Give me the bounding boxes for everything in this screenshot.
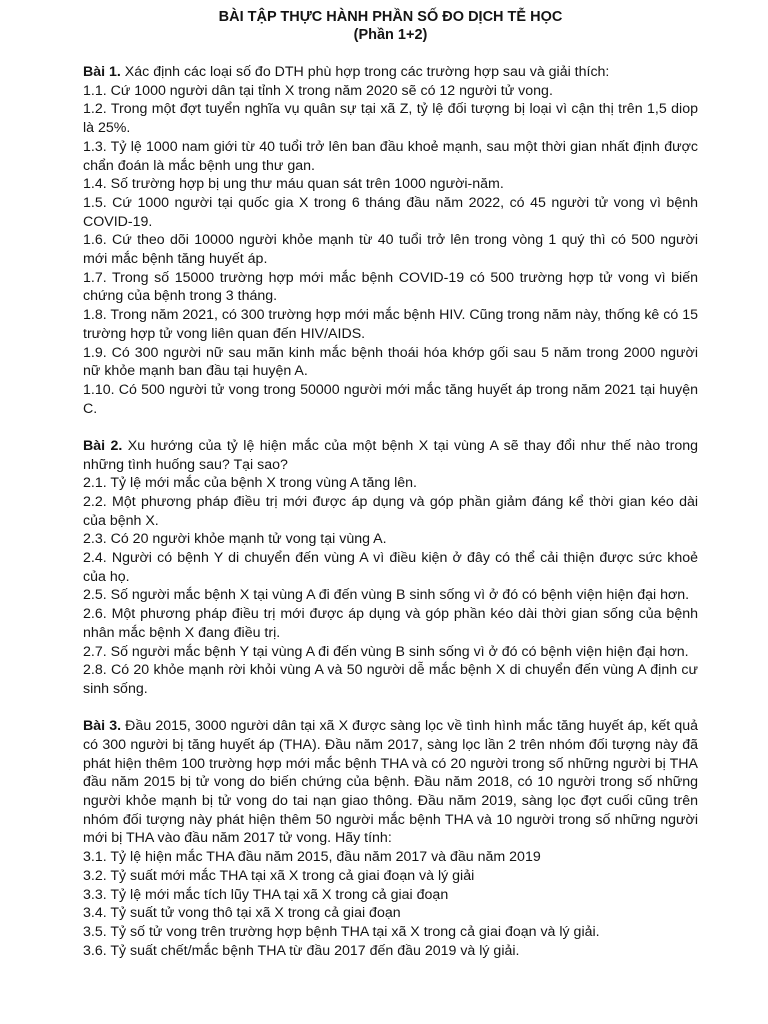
exercise-1-prompt [83,63,698,82]
list-item: 2.8. Có 20 khỏe mạnh rời khỏi vùng A và 50 người dễ mắc bệnh X di chuyển đến vùng A định cư sinh sống. [83,662,698,697]
list-item: 3.4. Tỷ suất tử vong thô tại xã X trong cả giai đoạn [83,905,401,922]
list-item: 1.7. Trong số 15000 trường hợp mới mắc bệnh COVID-19 có 500 trường hợp tử vong vì biến chứng của bệnh trong 3 tháng. [83,269,698,305]
exercise-3 [83,717,698,960]
document-title: BÀI TẬP THỰC HÀNH PHẦN SỐ ĐO DỊCH TỄ HỌC [218,9,563,25]
exercise-2-label: Bài 2. [83,437,123,454]
list-item: 1.9. Có 300 người nữ sau mãn kinh mắc bệnh thoái hóa khớp gối sau 5 năm trong 2000 người nữ khỏe mạnh ban đầu tại huyện A. [83,344,698,380]
list-item: 3.3. Tỷ lệ mới mắc tích lũy THA tại xã X trong cả giai đoạn [83,886,449,903]
list-item: 2.7. Số người mắc bệnh Y tại vùng A đi đến vùng B sinh sống vì ở đó có bệnh viện hiện đại hơn. [83,643,689,660]
exercise-2-prompt [83,437,698,474]
list-item: 3.2. Tỷ suất mới mắc THA tại xã X trong cả giai đoạn và lý giải [83,867,475,884]
list-item: 2.6. Một phương pháp điều trị mới được áp dụng và góp phần kéo dài thời gian sống của bệnh nhân mắc bệnh X đang điều trị. [83,606,698,641]
exercise-2-intro: Xu hướng của tỷ lệ hiện mắc của một bệnh X tại vùng A sẽ thay đổi như thế nào trong những tình huống sau? Tại sao? [83,437,698,473]
list-item: 2.1. Tỷ lệ mới mắc của bệnh X trong vùng A tăng lên. [83,475,417,492]
list-item: 2.4. Người có bệnh Y di chuyển đến vùng A vì điều kiện ở đây có thể cải thiện được sức khoẻ của họ. [83,550,698,585]
list-item: 3.5. Tỷ số tử vong trên trường hợp bệnh THA tại xã X trong cả giai đoạn và lý giải. [83,923,600,940]
exercise-1-label: Bài 1. [83,64,121,80]
document-subtitle: (Phần 1+2) [353,27,428,43]
exercise-3-prompt [83,717,698,848]
list-item: 1.5. Cứ 1000 người tại quốc gia X trong 6 tháng đầu năm 2022, có 45 người tử vong vì bệnh COVID-19. [83,194,698,230]
list-item: 2.3. Có 20 người khỏe mạnh tử vong tại vùng A. [83,531,387,548]
exercise-2 [83,437,698,699]
list-item: 1.8. Trong năm 2021, có 300 trường hợp mới mắc bệnh HIV. Cũng trong năm này, thống kê có 15 trường hợp tử vong liên quan đến HIV/AIDS. [83,307,698,342]
list-item: 1.10. Có 500 người tử vong trong 50000 người mới mắc tăng huyết áp trong năm 2021 tại huyện C. [83,381,698,417]
list-item: 2.2. Một phương pháp điều trị mới được áp dụng và góp phần giảm đáng kể thời gian kéo dài của bệnh X. [83,493,698,529]
exercise-3-label: Bài 3. [83,718,122,735]
list-item: 3.1. Tỷ lệ hiện mắc THA đầu năm 2015, đầu năm 2017 và đầu năm 2019 [83,849,541,866]
exercise-1-intro: Xác định các loại số đo DTH phù hợp trong các trường hợp sau và giải thích: [120,64,610,80]
list-item: 2.5. Số người mắc bệnh X tại vùng A đi đến vùng B sinh sống vì ở đó có bệnh viện hiện đại hơn. [83,587,690,604]
list-item: 1.6. Cứ theo dõi 10000 người khỏe mạnh từ 40 tuổi trở lên trong vòng 1 quý thì có 500 người mới mắc bệnh tăng huyết áp. [83,232,698,268]
title-block [83,8,698,44]
list-item: 1.3. Tỷ lệ 1000 nam giới từ 40 tuổi trở lên ban đầu khoẻ mạnh, sau một thời gian nhất định được chẩn đoán là mắc bệnh ung thư gan. [83,138,698,174]
list-item: 1.2. Trong một đợt tuyển nghĩa vụ quân sự tại xã Z, tỷ lệ đối tượng bị loại vì cận thị trên 1,5 diop là 25%. [83,101,698,137]
list-item: 1.1. Cứ 1000 người dân tại tỉnh X trong năm 2020 sẽ có 12 người tử vong. [83,82,553,99]
list-item: 3.6. Tỷ suất chết/mắc bệnh THA từ đầu 2017 đến đầu 2019 và lý giải. [83,942,520,959]
exercise-3-intro: Đầu 2015, 3000 người dân tại xã X được sàng lọc về tình hình mắc tăng huyết áp, kết quả có 300 người bị tăng huyết áp (THA). Đầu năm 2017, sàng lọc lần 2 trên nhóm đối tượng này đã phát hiện thêm 100 trường hợp mới mắc bệnh THA và có 20 người trong số những người bị THA đầu năm 2015 bị tử vong do biến chứng của bệnh. Đầu năm 2018, có 10 người trong số những người khỏe mạnh bị tử vong do tai nạn giao thông. Đầu năm 2019, sàng lọc đợt cuối cũng trên nhóm đối tượng này phát hiện thêm 50 người mắc bệnh THA và 10 người trong số những người mới bị THA vào đầu năm 2017 tử vong. Hãy tính: [83,718,698,847]
list-item: 1.4. Số trường hợp bị ung thư máu quan sát trên 1000 người-năm. [83,176,504,193]
exercise-1 [83,63,698,418]
